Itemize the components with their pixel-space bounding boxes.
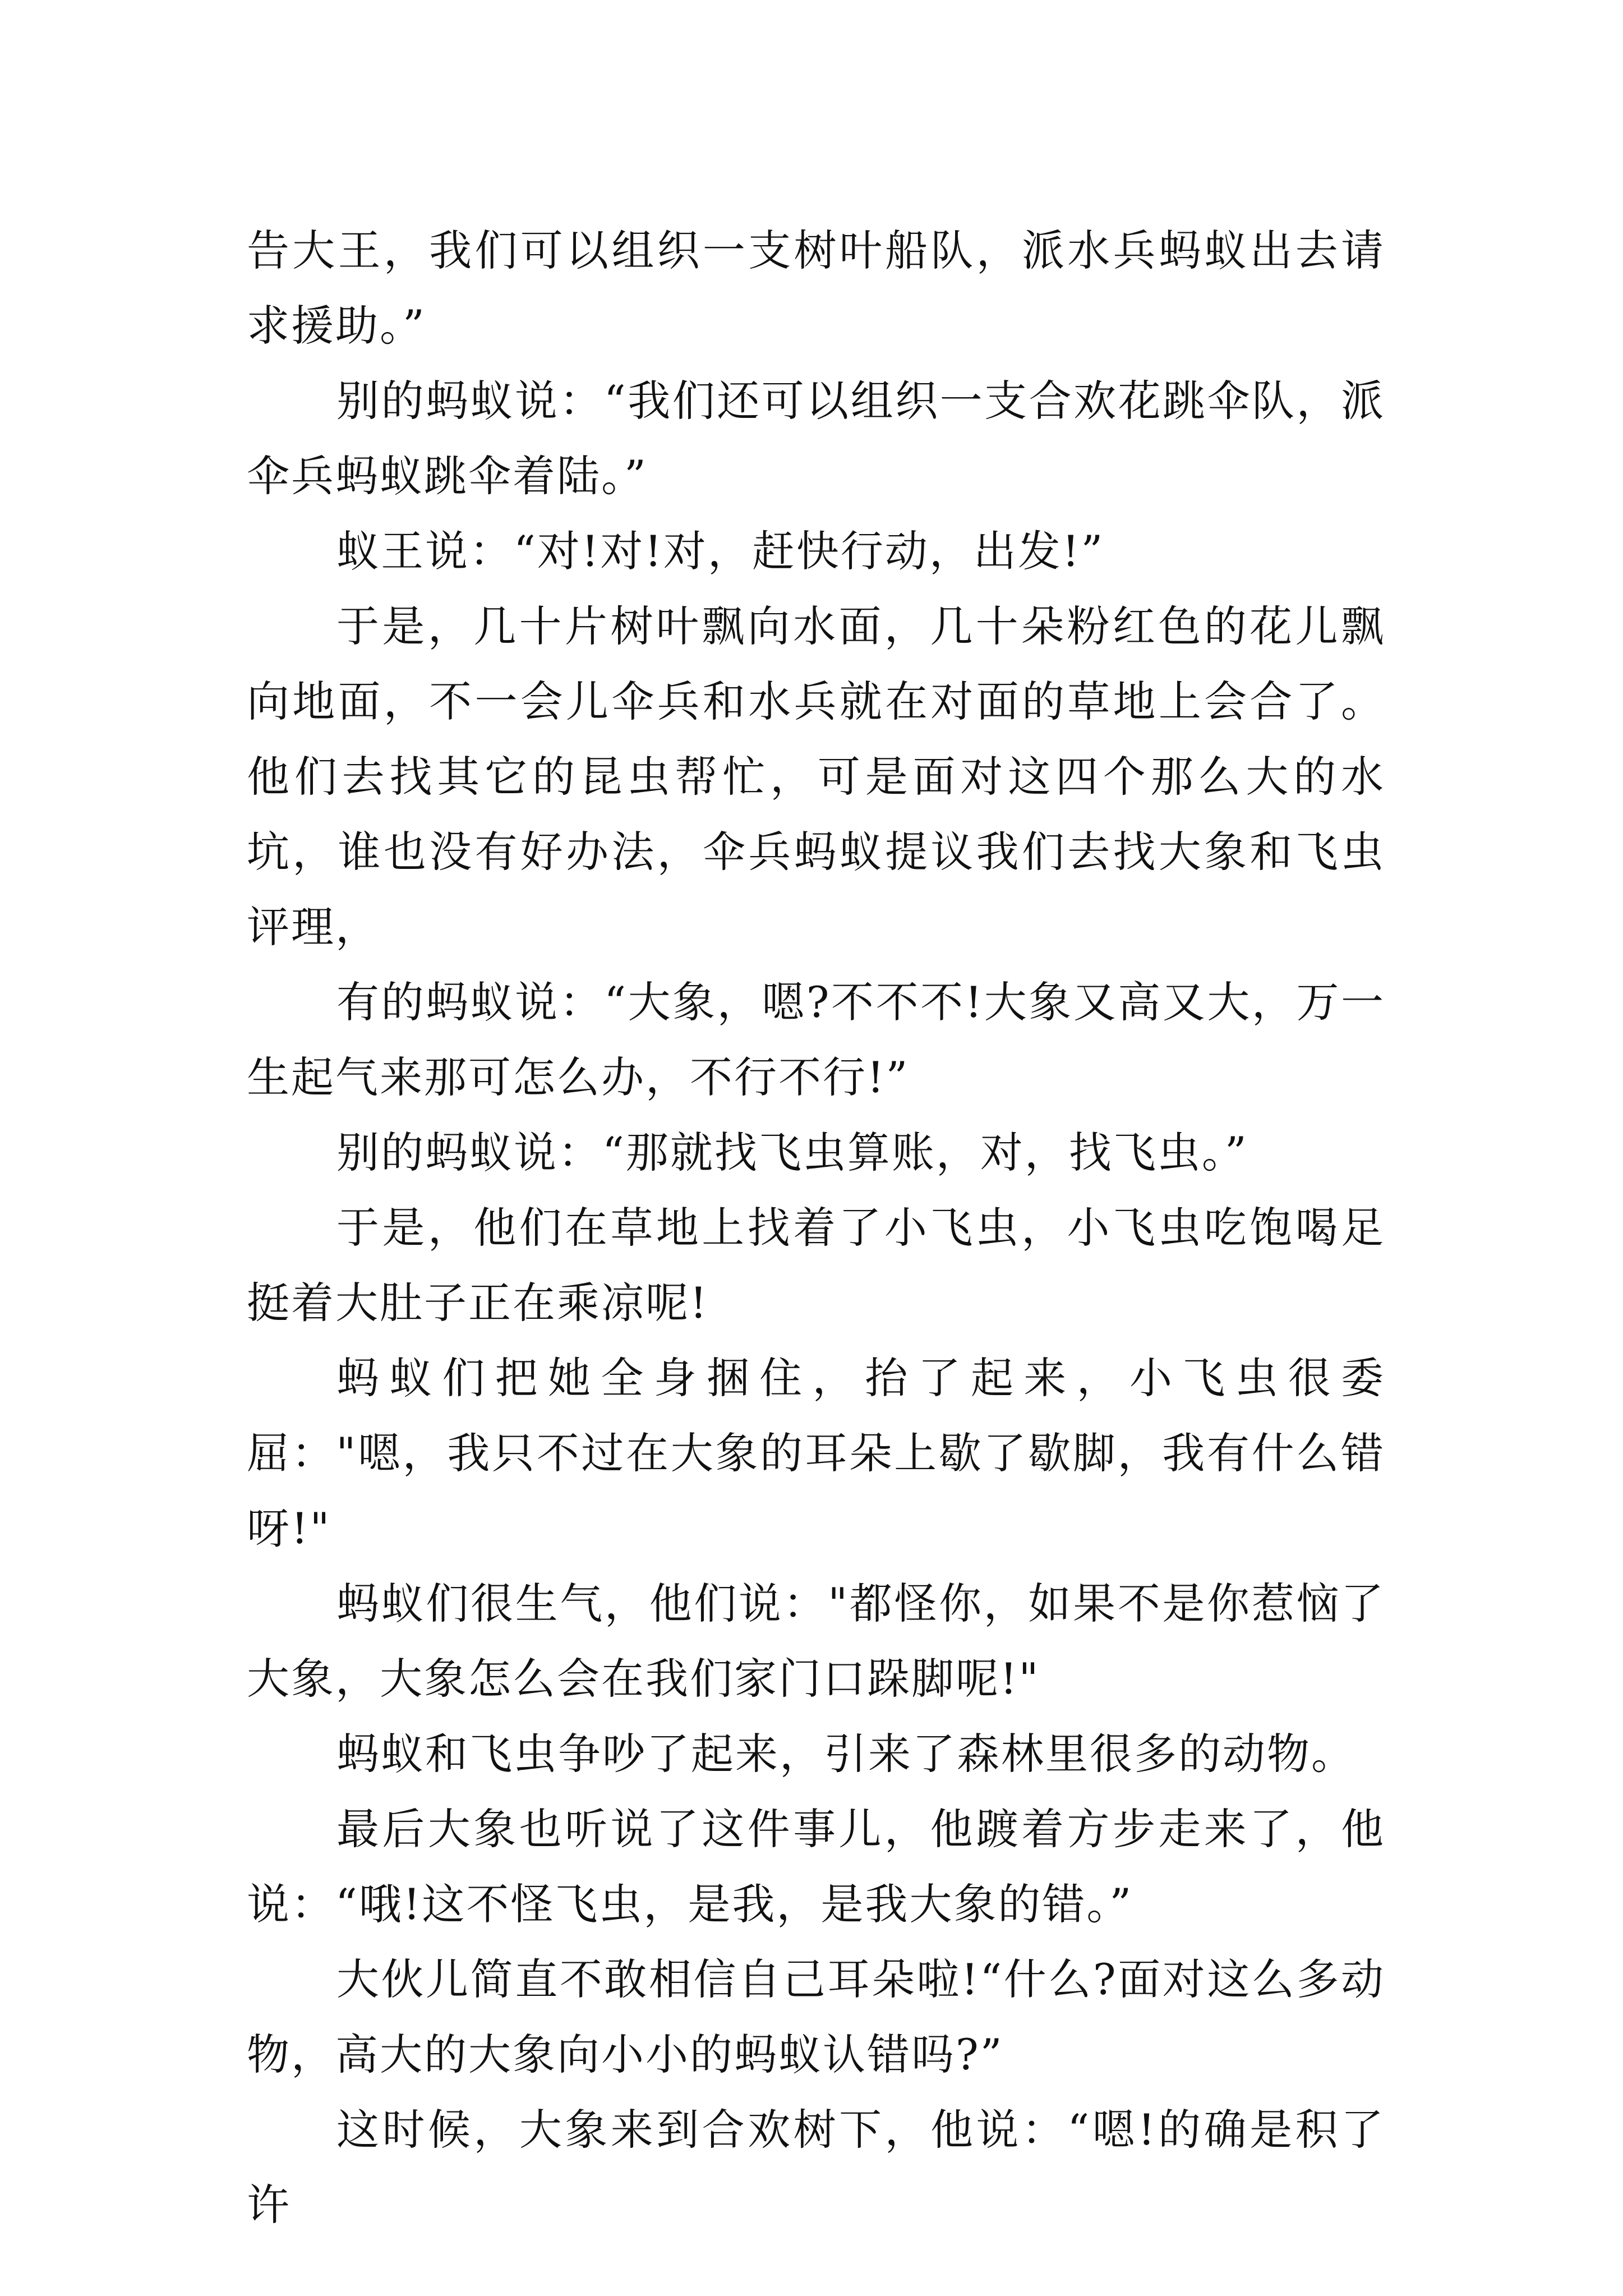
paragraph-5: 有的蚂蚁说：“大象，嗯?不不不!大象又高又大，万一生起气来那可怎么办，不行不行!” [247,977,1385,1102]
paragraph-4: 于是，几十片树叶飘向水面，几十朵粉红色的花儿飘向地面，不一会儿伞兵和水兵就在对面的草地上会合了。他们去找其它的昆虫帮忙，可是面对这四个那么大的水坑，谁也没有好办法，伞兵蚂蚁提议我们去找大象和飞虫评理， [247,601,1385,952]
paragraph-12: 大伙儿简直不敢相信自己耳朵啦!“什么?面对这么多动物，高大的大象向小小的蚂蚁认错吗?” [247,1954,1385,2079]
paragraph-6: 别的蚂蚁说：“那就找飞虫算账，对，找飞虫。” [336,1128,1248,1177]
paragraph-9: 蚂蚁们很生气，他们说："都怪你，如果不是你惹恼了大象，大象怎么会在我们家门口跺脚呢!" [247,1579,1385,1704]
paragraph-1: 告大王，我们可以组织一支树叶船队，派水兵蚂蚁出去请求援助。” [247,226,1385,351]
paragraph-2: 别的蚂蚁说：“我们还可以组织一支合欢花跳伞队，派伞兵蚂蚁跳伞着陆。” [247,376,1385,501]
paragraph-11: 最后大象也听说了这件事儿，他踱着方步走来了，他说：“哦!这不怪飞虫，是我，是我大象的错。” [247,1804,1385,1929]
paragraph-10: 蚂蚁和飞虫争吵了起来，引来了森林里很多的动物。 [336,1729,1355,1779]
paragraph-13: 这时候，大象来到合欢树下，他说：“嗯!的确是积了许 [247,2105,1385,2230]
paragraph-3: 蚁王说：“对!对!对，赶快行动，出发!” [336,526,1105,576]
story-text [247,213,1385,2243]
paragraph-8: 蚂蚁们把她全身捆住，抬了起来，小飞虫很委屈："嗯，我只不过在大象的耳朵上歇了歇脚，我有什么错呀!" [247,1353,1385,1553]
paragraph-7: 于是，他们在草地上找着了小飞虫，小飞虫吃饱喝足挺着大肚子正在乘凉呢! [247,1203,1385,1328]
